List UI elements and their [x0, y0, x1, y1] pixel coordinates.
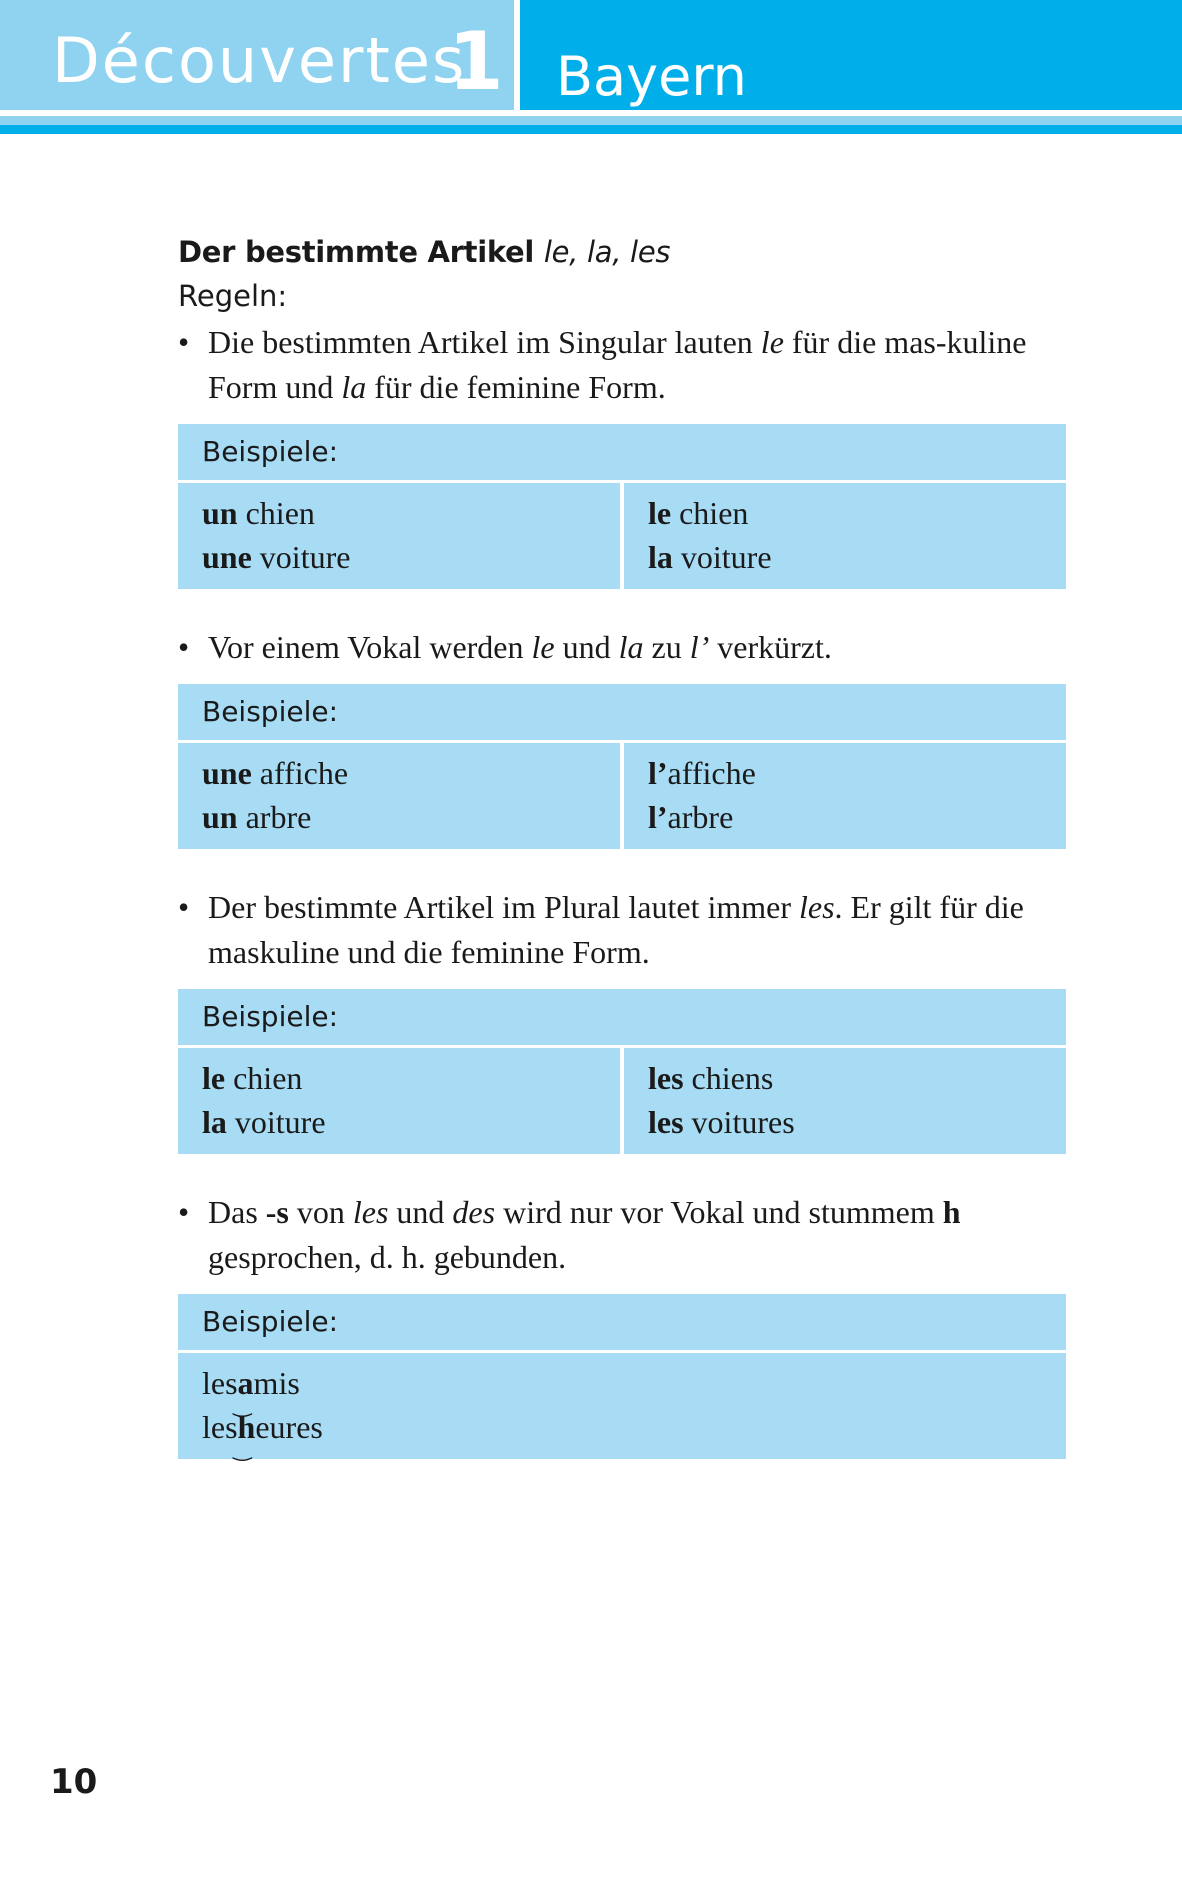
rule-article: la: [341, 369, 367, 405]
examples-right: [620, 743, 1066, 849]
example-word: arbre: [667, 799, 734, 835]
examples-box-1: [178, 424, 1066, 589]
example-line: [202, 1405, 1042, 1461]
bullet-icon: •: [178, 629, 190, 665]
examples-right: [620, 483, 1066, 589]
example-article: les: [202, 1409, 238, 1445]
examples-left: [178, 483, 620, 589]
examples-label: Beispiele:: [178, 424, 1066, 483]
examples-box-2: [178, 684, 1066, 849]
example-word: eures: [255, 1409, 323, 1445]
section-title: [178, 230, 1066, 274]
rule-article: la: [618, 629, 644, 665]
liaison-sound: a: [237, 1365, 254, 1401]
rule-text: von: [288, 1194, 353, 1230]
rule-letter: h: [942, 1194, 961, 1230]
rule-article: le: [760, 324, 784, 360]
rule-4: [178, 1190, 1066, 1280]
liaison-mark-wrap: [233, 1361, 254, 1417]
examples-right: [620, 1048, 1066, 1154]
example-line: [202, 751, 596, 795]
example-line: [202, 491, 596, 535]
rule-text: Vor einem Vokal werden: [208, 629, 532, 665]
page-number: 10: [50, 1762, 98, 1802]
rule-article: les: [798, 889, 835, 925]
example-article: la: [648, 539, 673, 575]
example-article: la: [202, 1104, 227, 1140]
rule-text: gesprochen, d. h. gebunden.: [208, 1239, 567, 1275]
rule-text: Das: [208, 1194, 266, 1230]
example-word: chiens: [691, 1060, 774, 1096]
examples-label: Beispiele:: [178, 989, 1066, 1048]
examples-label: Beispiele:: [178, 684, 1066, 743]
example-line: [648, 1056, 1042, 1100]
rule-text: . Er gilt für die maskuline und die feminine Form.: [208, 889, 1024, 970]
series-title: Découvertes: [52, 24, 467, 97]
example-line: [202, 1056, 596, 1100]
example-line: [648, 1100, 1042, 1144]
liaison-mark-wrap: [233, 1405, 256, 1461]
bullet-icon: •: [178, 1194, 190, 1230]
examples-box-3: [178, 989, 1066, 1154]
example-word: chien: [233, 1060, 303, 1096]
examples-label: Beispiele:: [178, 1294, 1066, 1353]
section-title-text: Der bestimmte Artikel: [178, 235, 535, 269]
rule-text: Die bestimmten Artikel im Singular lauten: [208, 324, 761, 360]
liaison-icon: ‿: [233, 1436, 252, 1461]
bullet-icon: •: [178, 889, 190, 925]
example-word: affiche: [667, 755, 756, 791]
rule-article: les: [352, 1194, 389, 1230]
rule-text: Der bestimmte Artikel im Plural lautet immer: [208, 889, 799, 925]
example-article: le: [648, 495, 672, 531]
example-article: les: [202, 1365, 238, 1401]
bullet-icon: •: [178, 324, 190, 360]
example-word: affiche: [259, 755, 349, 791]
section-title-articles: le, la, les: [543, 235, 671, 269]
example-word: chien: [245, 495, 315, 531]
rules-label: Regeln:: [178, 279, 288, 313]
edition-label: Bayern: [556, 45, 747, 108]
example-word: mis: [253, 1365, 300, 1401]
rule-text: zu: [643, 629, 690, 665]
liaison-icon: ‿: [233, 1392, 252, 1417]
example-article: une: [202, 755, 252, 791]
examples-left: [178, 743, 620, 849]
rule-text: für die mas-kuline Form und: [208, 324, 1027, 405]
rule-1: [178, 320, 1066, 410]
example-word: voiture: [259, 539, 351, 575]
rule-article: le: [531, 629, 555, 665]
example-article: le: [202, 1060, 226, 1096]
series-number: 1: [448, 15, 504, 108]
example-article: les: [648, 1060, 684, 1096]
example-article: l’: [648, 799, 668, 835]
example-line: [648, 795, 1042, 839]
examples-left: [178, 1048, 620, 1154]
rule-article: des: [452, 1194, 496, 1230]
example-line: [648, 491, 1042, 535]
rule-text: verkürzt.: [709, 629, 832, 665]
example-article: un: [202, 495, 238, 531]
example-article: une: [202, 539, 252, 575]
examples-liaison: [178, 1353, 1066, 1459]
example-line: [202, 1361, 1042, 1417]
example-article: un: [202, 799, 238, 835]
rule-text: wird nur vor Vokal und stummem: [495, 1194, 943, 1230]
example-word: voiture: [680, 539, 772, 575]
example-word: voiture: [234, 1104, 326, 1140]
example-word: chien: [679, 495, 749, 531]
rule-text: für die feminine Form.: [366, 369, 666, 405]
rule-article: l’: [689, 629, 710, 665]
rule-suffix: -s: [265, 1194, 289, 1230]
grammar-section: [178, 230, 1066, 1495]
example-article: l’: [648, 755, 668, 791]
example-word: voitures: [691, 1104, 795, 1140]
example-line: [202, 795, 596, 839]
example-line: [648, 751, 1042, 795]
example-line: [202, 535, 596, 579]
example-line: [648, 535, 1042, 579]
examples-box-4: [178, 1294, 1066, 1459]
example-line: [202, 1100, 596, 1144]
rule-text: und: [388, 1194, 453, 1230]
example-article: les: [648, 1104, 684, 1140]
liaison-sound: h: [237, 1409, 256, 1445]
rule-2: [178, 625, 1066, 670]
rule-text: und: [554, 629, 619, 665]
example-word: arbre: [245, 799, 312, 835]
header-underline: [0, 116, 1182, 134]
rule-3: [178, 885, 1066, 975]
